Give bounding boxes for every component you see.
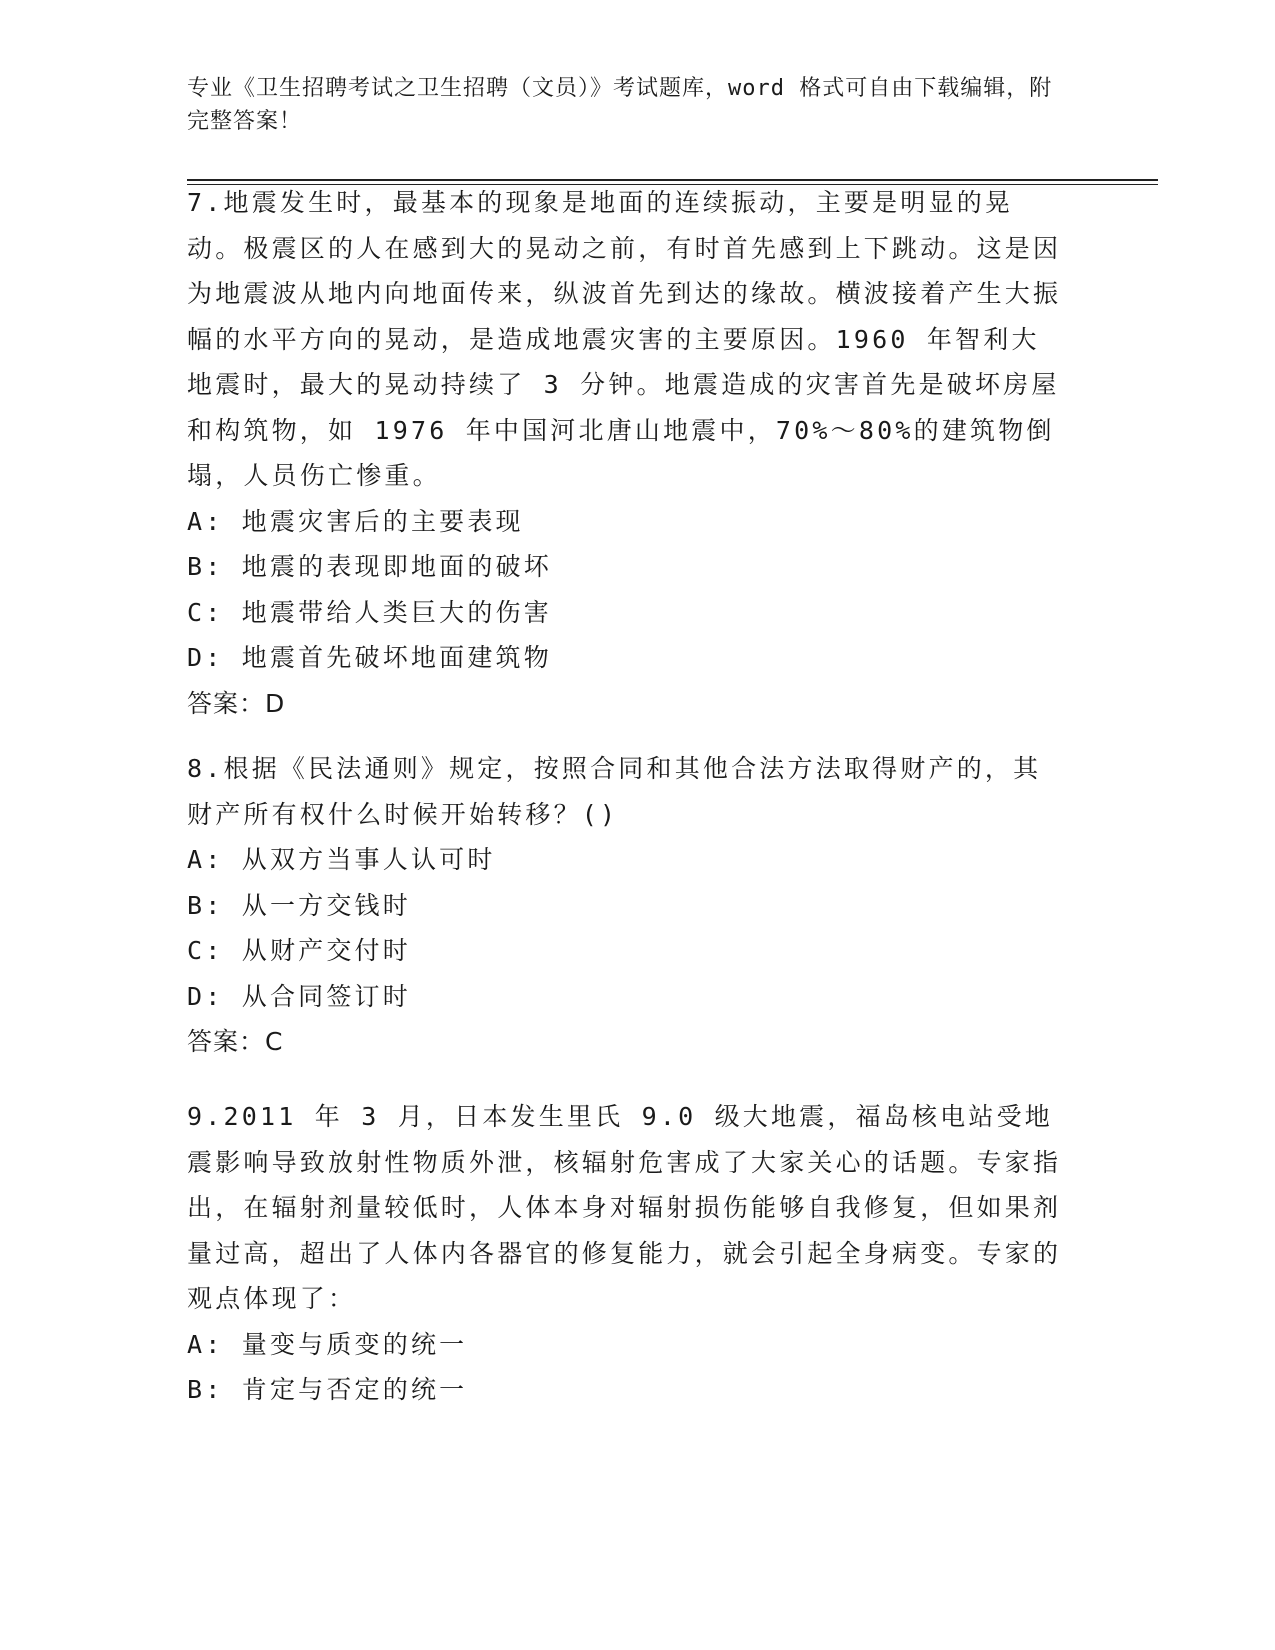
option-a: A: 从双方当事人认可时 bbox=[187, 845, 496, 874]
option-a: A: 地震灾害后的主要表现 bbox=[187, 506, 524, 536]
option-c: C: 地震带给人类巨大的伤害 bbox=[187, 597, 552, 627]
question-stem: 9.2011 年 3 月，日本发生里氏 9.0 级大地震，福岛核电站受地震影响导致放射性物质外泄，核辐射危害成了大家关心的话题。专家指出，在辐射剂量较低时，人体本身对辐射损伤能够自我修复，但如果剂量过高，超出了人体内各器官的修复能力，就会引起全身病变。专家的观点体现了： bbox=[187, 1102, 1062, 1313]
answer-line: 答案：D bbox=[187, 688, 286, 718]
option-c: C: 从财产交付时 bbox=[187, 936, 411, 965]
option-b: B: 地震的表现即地面的破坏 bbox=[187, 552, 552, 581]
question-8 bbox=[187, 746, 1067, 1065]
question-stem: 7.地震发生时，最基本的现象是地面的连续振动，主要是明显的晃动。极震区的人在感到大的晃动之前，有时首先感到上下跳动。这是因为地震波从地内向地面传来，纵波首先到达的缘故。横波接着产生大振幅的水平方向的晃动，是造成地震灾害的主要原因。1960 年智利大地震时，最大的晃动持续了 3 分钟。地震造成的灾害首先是破坏房屋和构筑物，如 1976 年中国河北唐山地震中，70%～80%的建筑物倒塌，人员伤亡惨重。 bbox=[187, 188, 1062, 490]
option-b: B: 肯定与否定的统一 bbox=[187, 1375, 468, 1404]
document-header: 专业《卫生招聘考试之卫生招聘（文员）》考试题库，word 格式可自由下载编辑，附完整答案！ bbox=[187, 76, 1053, 134]
question-7 bbox=[187, 180, 1067, 726]
option-d: D: 从合同签订时 bbox=[187, 981, 411, 1011]
question-9 bbox=[187, 1094, 1067, 1413]
option-a: A: 量变与质变的统一 bbox=[187, 1329, 468, 1359]
answer-line: 答案：C bbox=[187, 1027, 284, 1056]
question-stem: 8.根据《民法通则》规定，按照合同和其他合法方法取得财产的，其财产所有权什么时候开始转移？() bbox=[187, 754, 1042, 829]
option-d: D: 地震首先破坏地面建筑物 bbox=[187, 643, 552, 672]
option-b: B: 从一方交钱时 bbox=[187, 890, 411, 920]
